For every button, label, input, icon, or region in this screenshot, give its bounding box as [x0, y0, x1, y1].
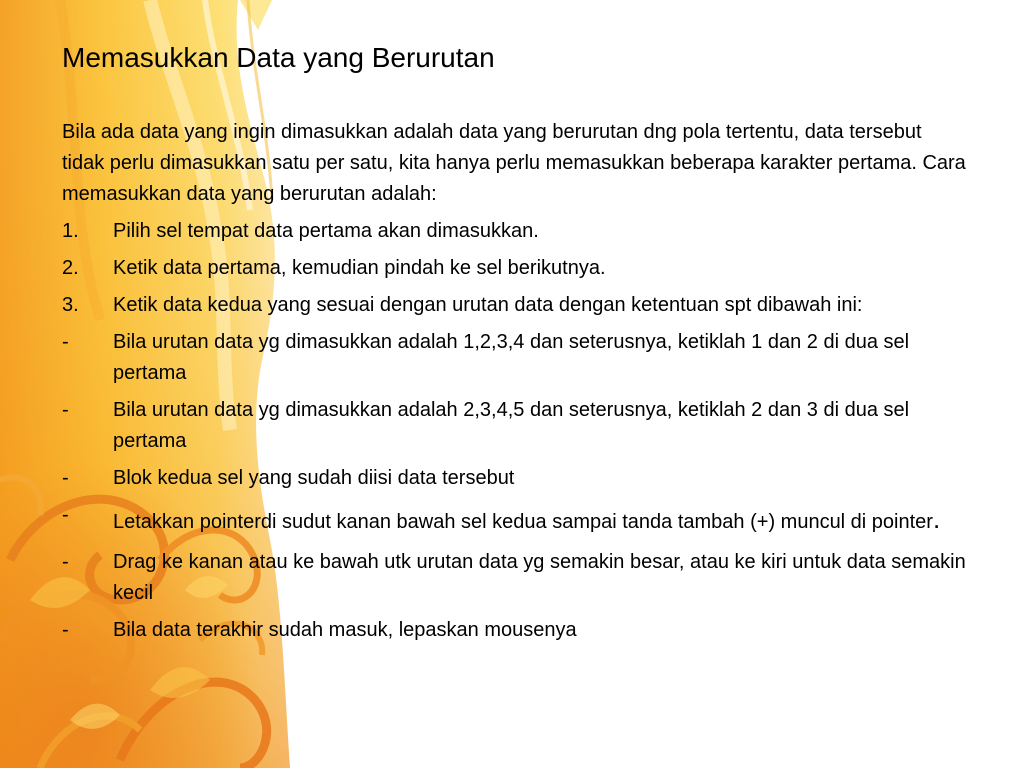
step-number: 3.	[62, 294, 79, 316]
slide-body	[62, 117, 967, 652]
step-number: 2.	[62, 257, 79, 279]
bullet-dash: -	[62, 504, 69, 526]
intro-paragraph: Bila ada data yang ingin dimasukkan adalah data yang berurutan dng pola tertentu, data tersebut tidak perlu dimasukkan satu per satu, kita hanya perlu memasukkan beberapa karakter pertama. Cara memasukkan data yang berurutan adalah:	[62, 121, 966, 205]
bullet-text: Letakkan pointerdi sudut kanan bawah sel kedua sampai tanda tambah (+) muncul di pointer	[113, 511, 933, 533]
bullet-item	[62, 463, 967, 494]
numbered-step	[62, 216, 967, 247]
bullet-dash: -	[62, 467, 69, 489]
bullet-item	[62, 615, 967, 646]
step-number: 1.	[62, 220, 79, 242]
bullet-text: Bila urutan data yg dimasukkan adalah 1,2,3,4 dan seterusnya, ketiklah 1 dan 2 di dua sel pertama	[113, 331, 910, 384]
step-text: Pilih sel tempat data pertama akan dimasukkan.	[113, 220, 539, 242]
bullet-dash: -	[62, 619, 69, 641]
bullet-item	[62, 395, 967, 457]
bullet-item	[62, 547, 967, 609]
step-text: Ketik data kedua yang sesuai dengan urutan data dengan ketentuan spt dibawah ini:	[113, 294, 863, 316]
bullet-dash: -	[62, 551, 69, 573]
bullet-dash: -	[62, 331, 69, 353]
bullet-text: Blok kedua sel yang sudah diisi data tersebut	[113, 467, 515, 489]
bullet-item	[62, 327, 967, 389]
bullet-dash: -	[62, 399, 69, 421]
bullet-text-wrapper	[113, 500, 967, 541]
bullet-text: Drag ke kanan atau ke bawah utk urutan data yg semakin besar, atau ke kiri untuk data semakin kecil	[113, 551, 966, 604]
slide-title: Memasukkan Data yang Berurutan	[62, 42, 495, 73]
bullet-text: Bila urutan data yg dimasukkan adalah 2,3,4,5 dan seterusnya, ketiklah 2 dan 3 di dua sel pertama	[113, 399, 910, 452]
bullet-text: Bila data terakhir sudah masuk, lepaskan mousenya	[113, 619, 577, 641]
numbered-step	[62, 290, 967, 321]
bullet-text-suffix: .	[932, 504, 941, 534]
numbered-step	[62, 253, 967, 284]
step-text: Ketik data pertama, kemudian pindah ke sel berikutnya.	[113, 257, 606, 279]
bullet-item	[62, 500, 967, 541]
